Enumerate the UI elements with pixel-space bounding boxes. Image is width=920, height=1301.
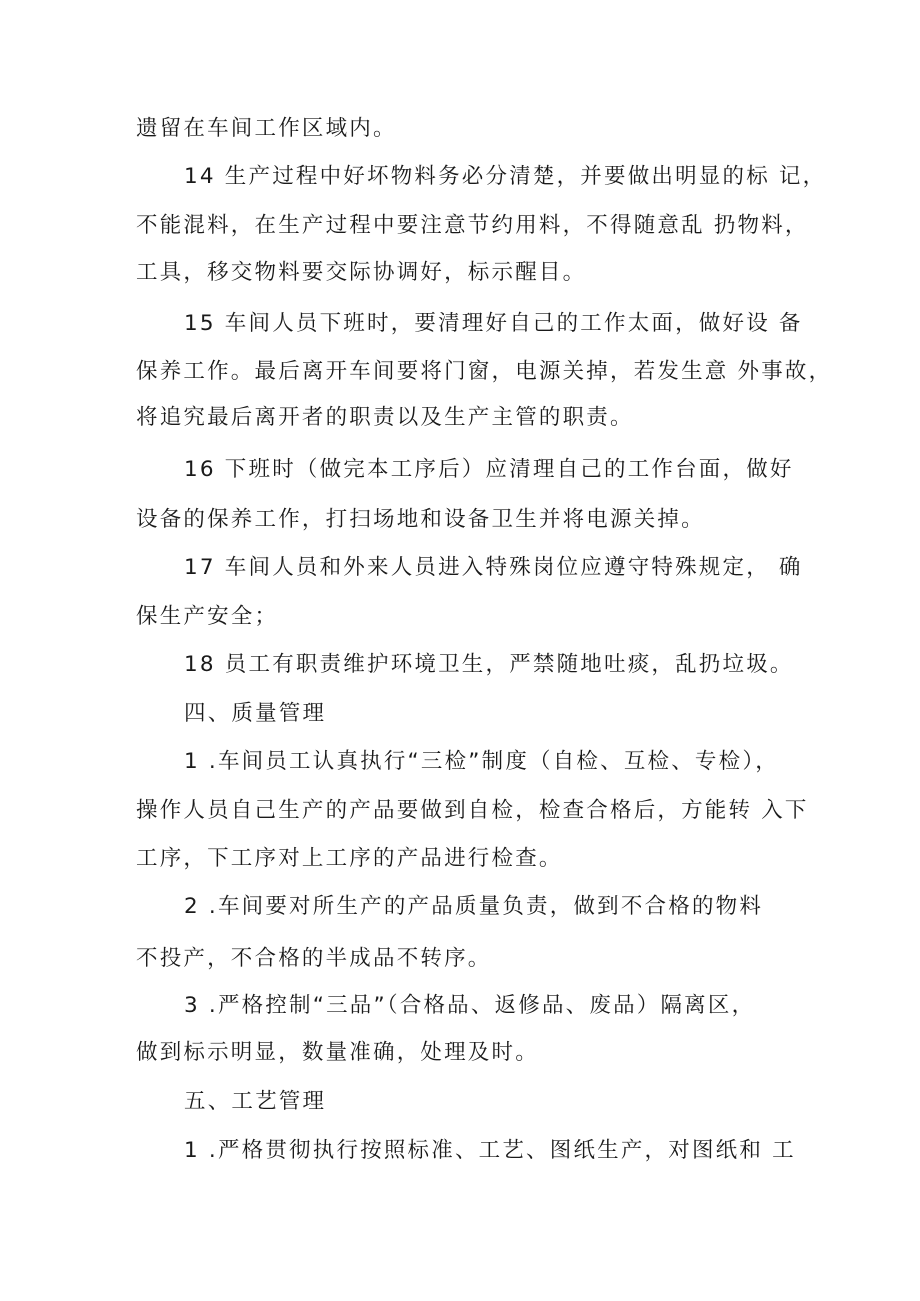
text-line: 设备的保养工作，打扫场地和设备卫生并将电源关掉。 xyxy=(136,507,705,532)
text-line: 保生产安全； xyxy=(136,604,279,629)
section-heading: 五、工艺管理 xyxy=(184,1089,327,1114)
text-line: 做到标示明显，数量准确，处理及时。 xyxy=(136,1040,539,1065)
text-line: 遗留在车间工作区域内。 xyxy=(136,116,397,141)
text-line: 操作人员自己生产的产品要做到自检，检查合格后，方能转 入下 xyxy=(136,798,809,823)
text-line: 将追究最后离开者的职责以及生产主管的职责。 xyxy=(136,405,634,430)
text-line: 1 .车间员工认真执行“三检”制度（自检、互检、专检）， xyxy=(184,749,779,774)
text-line: 16 下班时（做完本工序后）应清理自己的工作台面，做好 xyxy=(184,457,794,482)
text-line: 15 车间人员下班时，要清理好自己的工作太面，做好设 备 xyxy=(184,311,803,336)
section-heading: 四、质量管理 xyxy=(184,701,327,726)
text-line: 保养工作。最后离开车间要将门窗，电源关掉，若发生意 外事故， xyxy=(136,359,833,384)
text-line: 不投产，不合格的半成品不转序。 xyxy=(136,946,492,971)
text-line: 14 生产过程中好坏物料务必分清楚，并要做出明显的标 记， xyxy=(184,164,827,189)
text-line: 1 .严格贯彻执行按照标准、工艺、图纸生产，对图纸和 工 xyxy=(184,1138,796,1163)
text-line: 2 .车间要对所生产的产品质量负责，做到不合格的物料 xyxy=(184,894,764,919)
text-line: 工具，移交物料要交际协调好，标示醒目。 xyxy=(136,260,587,285)
text-line: 3 .严格控制“三品”（合格品、返修品、废品）隔离区， xyxy=(184,993,756,1018)
text-line: 18 员工有职责维护环境卫生，严禁随地吐痰，乱扔垃圾。 xyxy=(184,652,794,677)
text-line: 工序，下工序对上工序的产品进行检查。 xyxy=(136,846,563,871)
text-line: 不能混料，在生产过程中要注意节约用料，不得随意乱 扔物料， xyxy=(136,213,809,238)
text-line: 17 车间人员和外来人员进入特殊岗位应遵守特殊规定， 确 xyxy=(184,555,803,580)
